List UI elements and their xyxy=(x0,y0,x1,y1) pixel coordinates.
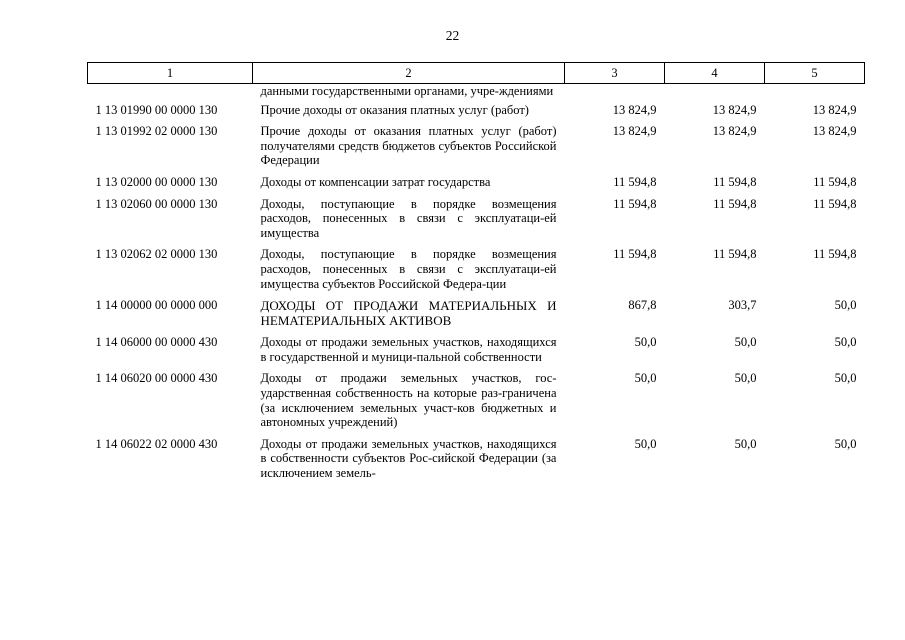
row-name: Прочие доходы от оказания платных услуг (работ) получателями средств бюджетов субъектов Российской Федерации xyxy=(260,124,557,168)
row-name: ДОХОДЫ ОТ ПРОДАЖИ МАТЕРИАЛЬНЫХ И НЕМАТЕРИАЛЬНЫХ АКТИВОВ xyxy=(260,298,557,329)
table-row xyxy=(88,103,865,125)
table-row-continuation xyxy=(88,84,865,103)
row-code: 1 14 06000 00 0000 430 xyxy=(95,335,218,350)
row-value-col4: 13 824,9 xyxy=(712,124,757,139)
row-code: 1 13 01992 02 0000 130 xyxy=(95,124,218,139)
row-code: 1 13 02060 00 0000 130 xyxy=(95,196,218,211)
row-value-col4: 13 824,9 xyxy=(712,102,757,117)
row-value-col4: 50,0 xyxy=(734,436,757,451)
header-col-2: 2 xyxy=(253,63,565,84)
row-name: Доходы от компенсации затрат государства xyxy=(260,174,491,189)
row-value-col5: 11 594,8 xyxy=(813,247,857,262)
row-name: Доходы от продажи земельных участков, находящихся в собственности субъектов Рос-сийской Федерации (за исключением земель- xyxy=(260,436,557,480)
row-value-col4: 50,0 xyxy=(734,371,757,386)
row-name: Доходы от продажи земельных участков, находящихся в государственной и муници-пальной собственности xyxy=(260,335,557,364)
row-value-col3: 867,8 xyxy=(628,298,657,313)
row-value-col5: 50,0 xyxy=(834,371,857,386)
row-value-col5: 11 594,8 xyxy=(813,174,857,189)
header-col-1: 1 xyxy=(88,63,253,84)
row-value-col5: 50,0 xyxy=(834,335,857,350)
row-code: 1 13 02000 00 0000 130 xyxy=(95,174,218,189)
row-name: данными государственными органами, учре-ждениями xyxy=(260,84,554,98)
row-name: Доходы от продажи земельных участков, гос-ударственная собственность на которые раз-граничена (за исключением земельных участ-ков бюджетных и автономных учреждений) xyxy=(260,371,557,430)
row-code: 1 14 00000 00 0000 000 xyxy=(95,298,218,313)
table-row xyxy=(88,437,865,488)
page-number: 22 xyxy=(445,28,460,43)
table-row xyxy=(88,298,865,335)
table-row xyxy=(88,197,865,248)
row-code: 1 14 06022 02 0000 430 xyxy=(95,436,218,451)
row-code: 1 13 02062 02 0000 130 xyxy=(95,247,218,262)
row-value-col3: 13 824,9 xyxy=(612,102,657,117)
row-value-col3: 11 594,8 xyxy=(613,196,657,211)
row-value-col3: 11 594,8 xyxy=(613,174,657,189)
row-name: Доходы, поступающие в порядке возмещения расходов, понесенных в связи с эксплуатаци-ей имущества субъектов Российской Федера-ции xyxy=(260,247,557,291)
row-value-col5: 13 824,9 xyxy=(812,124,857,139)
row-value-col3: 50,0 xyxy=(634,335,657,350)
table-row xyxy=(88,124,865,175)
table-row xyxy=(88,371,865,436)
header-col-4: 4 xyxy=(665,63,765,84)
row-value-col5: 11 594,8 xyxy=(813,196,857,211)
row-value-col5: 50,0 xyxy=(834,298,857,313)
row-value-col3: 11 594,8 xyxy=(613,247,657,262)
row-value-col3: 13 824,9 xyxy=(612,124,657,139)
row-code: 1 14 06020 00 0000 430 xyxy=(95,371,218,386)
row-value-col3: 50,0 xyxy=(634,436,657,451)
row-value-col4: 303,7 xyxy=(728,298,757,313)
revenue-table xyxy=(87,62,865,487)
row-value-col4: 11 594,8 xyxy=(713,174,757,189)
table-row xyxy=(88,247,865,298)
table-header xyxy=(88,63,865,84)
row-value-col5: 50,0 xyxy=(834,436,857,451)
table-row xyxy=(88,335,865,371)
row-value-col4: 11 594,8 xyxy=(713,196,757,211)
row-value-col5: 13 824,9 xyxy=(812,102,857,117)
row-name: Прочие доходы от оказания платных услуг (работ) xyxy=(260,102,529,117)
row-value-col4: 11 594,8 xyxy=(713,247,757,262)
row-value-col3: 50,0 xyxy=(634,371,657,386)
header-col-5: 5 xyxy=(765,63,865,84)
row-name: Доходы, поступающие в порядке возмещения расходов, понесенных в связи с эксплуатаци-ей имущества xyxy=(260,196,557,240)
row-value-col4: 50,0 xyxy=(734,335,757,350)
row-code: 1 13 01990 00 0000 130 xyxy=(95,102,218,117)
table-row xyxy=(88,175,865,197)
header-col-3: 3 xyxy=(565,63,665,84)
